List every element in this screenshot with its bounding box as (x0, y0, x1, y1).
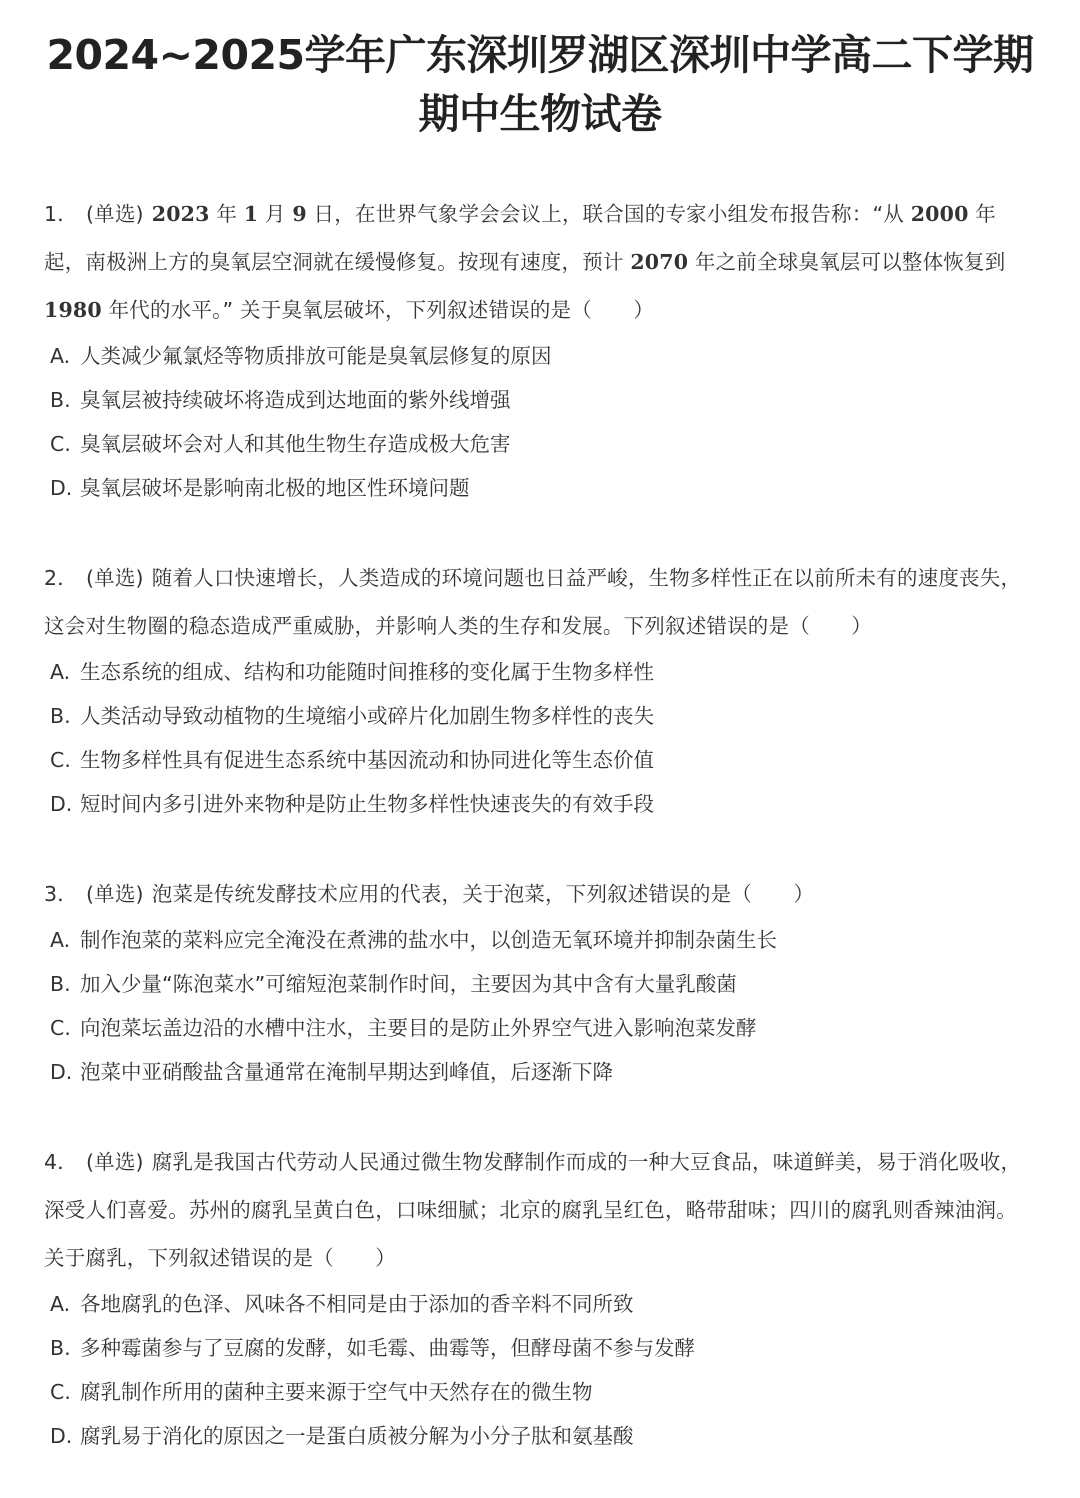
option-label: C. (50, 1380, 71, 1404)
option-text: 腐乳易于消化的原因之一是蛋白质被分解为小分子肽和氨基酸 (80, 1424, 634, 1448)
option-label: A. (50, 344, 71, 368)
question-list (44, 190, 1036, 1458)
option-label: B. (50, 1336, 71, 1360)
option-label: C. (50, 432, 71, 456)
option-list (44, 1282, 1036, 1458)
question-4 (44, 1138, 1036, 1458)
option-text: 短时间内多引进外来物种是防止生物多样性快速丧失的有效手段 (80, 792, 654, 816)
option-label: B. (50, 388, 71, 412)
option-c (44, 422, 1036, 466)
title-line-2: 期中生物试卷 (418, 90, 662, 138)
option-label: A. (50, 928, 71, 952)
stem-number: 2070 (630, 250, 689, 274)
question-type: (单选) (85, 882, 144, 906)
stem-text: 年 (209, 202, 244, 226)
option-a (44, 334, 1036, 378)
option-label: A. (50, 660, 71, 684)
option-text: 臭氧层被持续破坏将造成到达地面的紫外线增强 (80, 388, 511, 412)
option-label: D. (50, 1424, 73, 1448)
question-number: 1． (44, 202, 78, 226)
option-text: 人类活动导致动植物的生境缩小或碎片化加剧生物多样性的丧失 (80, 704, 654, 728)
option-c (44, 1006, 1036, 1050)
question-stem (44, 190, 1036, 334)
question-1 (44, 190, 1036, 510)
option-list (44, 334, 1036, 510)
option-list (44, 918, 1036, 1094)
stem-text: 随着人口快速增长，人类造成的环境问题也日益严峻，生物多样性正在以前所未有的速度丧失，这会对生物圈的稳态造成严重威胁，并影响人类的生存和发展。下列叙述错误的是（ ） (44, 566, 1022, 638)
question-stem (44, 554, 1036, 650)
option-text: 臭氧层破坏是影响南北极的地区性环境问题 (80, 476, 470, 500)
option-list (44, 650, 1036, 826)
question-type: (单选) (85, 1150, 144, 1174)
option-label: C. (50, 748, 71, 772)
option-a (44, 650, 1036, 694)
option-text: 向泡菜坛盖边沿的水槽中注水，主要目的是防止外界空气进入影响泡菜发酵 (80, 1016, 757, 1040)
option-label: D. (50, 1060, 73, 1084)
option-c (44, 738, 1036, 782)
title-line-1: 2024~2025学年广东深圳罗湖区深圳中学高二下学期 (46, 31, 1034, 79)
option-text: 人类减少氟氯烃等物质排放可能是臭氧层修复的原因 (80, 344, 552, 368)
option-d (44, 1414, 1036, 1458)
stem-text: 年代的水平。” 关于臭氧层破坏，下列叙述错误的是（ ） (101, 298, 655, 322)
option-a (44, 918, 1036, 962)
option-text: 臭氧层破坏会对人和其他生物生存造成极大危害 (80, 432, 511, 456)
option-text: 生物多样性具有促进生态系统中基因流动和协同进化等生态价值 (80, 748, 654, 772)
stem-number: 2023 (151, 202, 210, 226)
option-d (44, 1050, 1036, 1094)
option-d (44, 782, 1036, 826)
option-text: 腐乳制作所用的菌种主要来源于空气中天然存在的微生物 (80, 1380, 593, 1404)
question-3 (44, 870, 1036, 1094)
option-text: 制作泡菜的菜料应完全淹没在煮沸的盐水中，以创造无氧环境并抑制杂菌生长 (80, 928, 777, 952)
question-number: 2． (44, 566, 78, 590)
option-text: 泡菜中亚硝酸盐含量通常在淹制早期达到峰值，后逐渐下降 (80, 1060, 613, 1084)
option-label: C. (50, 1016, 71, 1040)
question-2 (44, 554, 1036, 826)
option-b (44, 962, 1036, 1006)
option-label: B. (50, 972, 71, 996)
stem-number: 1 (243, 202, 259, 226)
option-text: 多种霉菌参与了豆腐的发酵，如毛霉、曲霉等，但酵母菌不参与发酵 (80, 1336, 695, 1360)
stem-text: 年起，南极洲上方的臭氧层空洞就在缓慢修复。按现有速度，预计 (44, 202, 996, 274)
option-text: 各地腐乳的色泽、风味各不相同是由于添加的香辛料不同所致 (80, 1292, 634, 1316)
option-b (44, 694, 1036, 738)
question-stem (44, 1138, 1036, 1282)
option-label: D. (50, 476, 73, 500)
question-number: 3． (44, 882, 78, 906)
stem-text: 泡菜是传统发酵技术应用的代表，关于泡菜，下列叙述错误的是（ ） (151, 882, 815, 906)
option-label: A. (50, 1292, 71, 1316)
option-text: 加入少量“陈泡菜水”可缩短泡菜制作时间，主要因为其中含有大量乳酸菌 (80, 972, 737, 996)
stem-text: 月 (258, 202, 293, 226)
question-type: (单选) (85, 566, 144, 590)
stem-number: 9 (292, 202, 307, 226)
question-stem (44, 870, 1036, 918)
option-c (44, 1370, 1036, 1414)
stem-number: 1980 (44, 298, 102, 322)
option-d (44, 466, 1036, 510)
stem-text: 日，在世界气象学会会议上，联合国的专家小组发布报告称：“从 (306, 202, 911, 226)
document-title (30, 26, 1050, 144)
option-text: 生态系统的组成、结构和功能随时间推移的变化属于生物多样性 (80, 660, 654, 684)
stem-text: 年之前全球臭氧层可以整体恢复到 (688, 250, 1006, 274)
option-b (44, 378, 1036, 422)
option-a (44, 1282, 1036, 1326)
option-label: D. (50, 792, 73, 816)
stem-number: 2000 (910, 202, 969, 226)
option-label: B. (50, 704, 71, 728)
stem-text: 腐乳是我国古代劳动人民通过微生物发酵制作而成的一种大豆食品，味道鲜美，易于消化吸收，深受人们喜爱。苏州的腐乳呈黄白色，口味细腻；北京的腐乳呈红色，略带甜味；四川的腐乳则香辣油润。关于腐乳，下列叙述错误的是（ ） (44, 1150, 1022, 1270)
option-b (44, 1326, 1036, 1370)
question-number: 4． (44, 1150, 78, 1174)
question-type: (单选) (85, 202, 144, 226)
